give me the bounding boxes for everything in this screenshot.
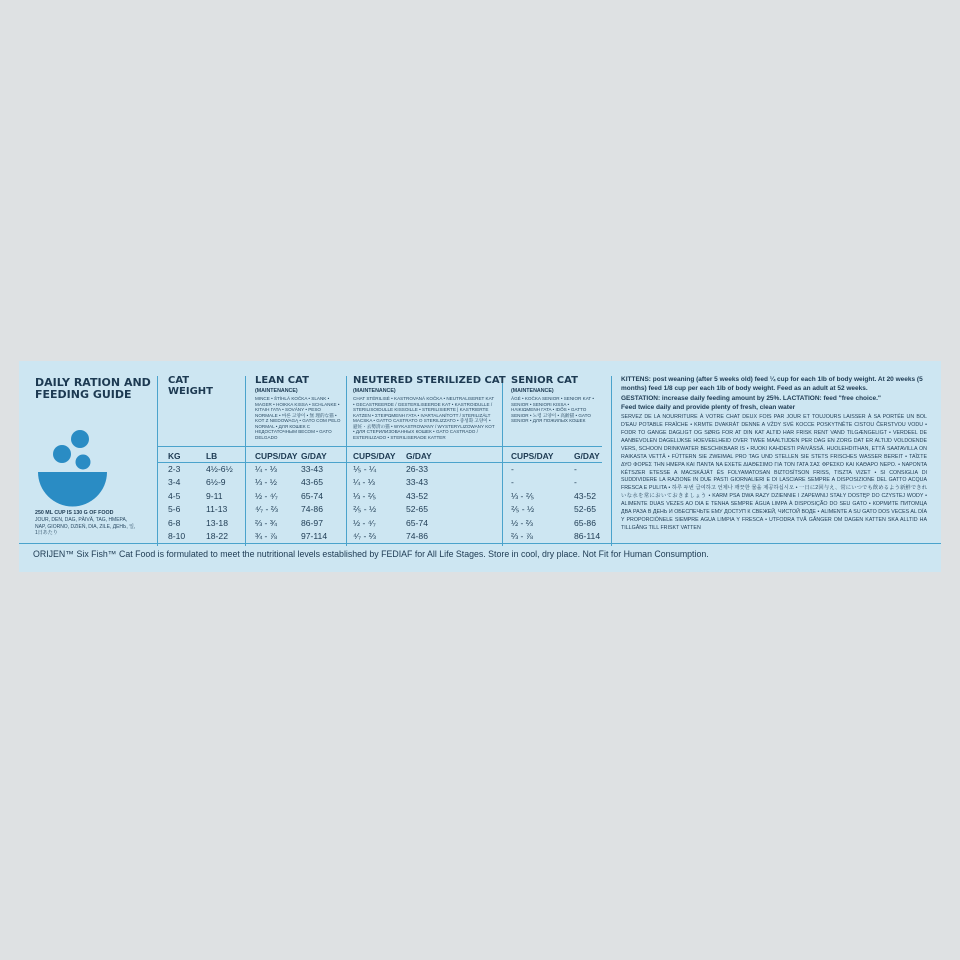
kg-column bbox=[168, 463, 185, 543]
grams-value: 33-43 bbox=[406, 477, 428, 488]
lb-value: 13-18 bbox=[206, 517, 228, 528]
lean-cat-translations: MINCE • ŠTÍHLÁ KOČKA • SLANK • MAGER • HOIKKA KISSA • SCHLANKE • ΚΙΤΑΙΗ ΓΑΤΑ • SOVÁNY • PESO NORMALE • 마른 고양이 • 無 理的な猫 • KOT Z NIEDOWAGĄ • GATO COM PELO NORMAL • ДЛЯ КОШЕК С НЕДОСТАТОЧНЫМ ВЕСОМ • GATO DELGADO bbox=[255, 396, 341, 440]
kg-label: KG bbox=[168, 451, 181, 461]
senior-grams-label: G/DAY bbox=[574, 451, 600, 461]
footer-statement: ORIJEN™ Six Fish™ Cat Food is formulated to meet the nutritional levels established by FEDIAF for All Life Stages. Store in cool, dry place. Not Fit for Human Consumption. bbox=[33, 549, 709, 559]
kg-value: 8-10 bbox=[168, 530, 186, 541]
neutered-grams-column bbox=[406, 463, 428, 543]
cups-value: - bbox=[511, 477, 514, 488]
water-note: Feed twice daily and provide plenty of fresh, clean water bbox=[621, 403, 796, 411]
senior-cat-title: SENIOR CAT bbox=[511, 375, 578, 386]
lb-label: LB bbox=[206, 451, 218, 461]
grams-value: - bbox=[574, 464, 577, 474]
grams-value: 97-114 bbox=[301, 530, 328, 541]
cups-value: ½ - ⁴⁄₇ bbox=[353, 517, 376, 528]
lb-value: 9-11 bbox=[206, 490, 223, 501]
cups-value: ⅓ - ⅖ bbox=[511, 490, 535, 501]
neutered-cat-title: NEUTERED STERILIZED CAT bbox=[353, 375, 506, 386]
multilingual-instructions: SERVEZ DE LA NOURRITURE À VOTRE CHAT DEUX FOIS PAR JOUR ET TOUJOURS LAISSER À SA PORTÉE UN BOL D'EAU POTABLE FRAÎCHE • KRMTE DVAKRÁT DENNE A VŽDY SVÉ KOCCE POSKYTNĚTE CISTOU ČERSTVOU VODU • FODR TO GANGE DAGLIGT OG SØRG FOR AT DIN KAT ALTID HAR FRISK RENT VAND TILGÆNGELIGT • VERDEEL DE AANBEVOLEN DAGELIJKSE HOEVEELHEID OVER TWEE MAALTIJDEN PER DAG EN ZORG DAT ER ALTIJD VOLDOENDE VERS, SCHOON DRINKWATER BESCHIKBAAR IS • RUOKI KAHDESTI PÄIVÄSSÄ. HUOLEHDITHAN, ETTÄ SAATAVILLA ON RAIKASTA VETTÄ • FÜTTERN SIE ZWEIMAL PRO TAG UND STELLEN SIE STETS FRISCHES WASSER BEREIT • ΤΑΪΣΤΕ ΔΥΟ ΦΟΡΕΣ ΤΗΝ ΗΜΕΡΑ ΚΑΙ ΠΑΝΤΑ ΝΑ ΕΧΕΤΕ ΔΙΑΘΕΣΙΜΟ ΓΙΑ ΤΟΝ ΓΑΤΑ ΣΑΣ ΦΡΕΣΚΟ ΚΑΙ ΚΑΘΑΡΟ ΝΕΡΟ. • NAPONTA KÉTSZER ETESSE A MACSKÁJÁT ÉS FOLYAMATOSAN BIZTOSÍTSON FRISS, TISZTA VIZET • SI CONSIGLIA DI SUDDIVIDERE LA RAZIONE IN DUE PASTI GIORNALIERI E DI LASCIARE SEMPRE A DISPOSIZIONE DEL GATTO ACQUA FRESCA E PULITA • 하루 두번 급여하고 언제나 깨끗한 물을 제공하십시오 • 一日に2回与え、常にいつでも飲めるよう新鮮できれいな水を常においておきましょう • KARM PSA DWA RAZY DZIENNIE I ZAPEWNIJ STAŁY DOSTĘP DO CZYSTEJ WODY • ALIMENTE DUAS VEZES AO DIA E TENHA SEMPRE ÁGUA LIMPA À DISPOSIÇÃO DO SEU GATO • КОРМИТЕ ПИТОМЦА ДВА РАЗА В ДЕНЬ И ОБЕСПЕЧЬТЕ ЕМУ ДОСТУП К СВЕЖЕЙ, ЧИСТОЙ ВОДЕ • ALIMENTE A SU GATO DOS VECES AL DÍA Y PROPORCIÓNELE SIEMPRE AGUA LIMPIA Y FRESCA • UTFODRA TVÅ GÅNGER OM DAGEN KATTEN SKA ALLTID HA TILLGÅNG TILL FRISKT VATTEN bbox=[621, 414, 927, 531]
cups-value: ¾ - ⅞ bbox=[255, 530, 277, 541]
lb-value: 18-22 bbox=[206, 530, 228, 541]
grams-value: 65-74 bbox=[301, 490, 323, 501]
grams-value: 43-52 bbox=[406, 490, 428, 501]
grams-value: - bbox=[574, 477, 577, 488]
cups-value: ⁴⁄₇ - ⅔ bbox=[255, 504, 278, 515]
cups-value: ⅔ - ⅞ bbox=[511, 530, 533, 541]
footer-rule bbox=[19, 543, 941, 544]
kg-value: 3-4 bbox=[168, 477, 181, 488]
grams-value: 74-86 bbox=[406, 530, 428, 541]
feeding-guide-panel bbox=[19, 361, 941, 572]
grams-value: 43-52 bbox=[574, 490, 596, 501]
lb-value: 6½-9 bbox=[206, 477, 226, 488]
cups-value: ⅓ - ½ bbox=[255, 477, 277, 488]
lb-value: 4½-6½ bbox=[206, 464, 233, 474]
grams-value: 65-86 bbox=[574, 517, 596, 528]
lb-value: 11-13 bbox=[206, 504, 228, 515]
cups-value: ⅕ - ¼ bbox=[353, 464, 377, 474]
grams-value: 65-74 bbox=[406, 517, 428, 528]
grams-value: 33-43 bbox=[301, 464, 323, 474]
cups-value: ⅖ - ½ bbox=[353, 504, 377, 515]
kg-value: 6-8 bbox=[168, 517, 181, 528]
grams-value: 86-114 bbox=[574, 530, 601, 541]
cups-value: ¼ - ⅓ bbox=[353, 477, 375, 488]
cups-value: ⅔ - ¾ bbox=[255, 517, 277, 528]
cups-value: ½ - ⅔ bbox=[511, 517, 533, 528]
grams-value: 52-65 bbox=[406, 504, 428, 515]
senior-cat-translations: ÂGÉ • KOČKA SENIOR • SENIOR KAT • SENIOR • SENIORI KISSA • ΗΛΙΚΙΩΜΕΝΗ ΓΑΤΑ • IDŐS • GATTO SENIOR • 노령 고양이 • 高齢猫 • GATO SENIOR • ДЛЯ ПОЖИЛЫХ КОШЕК bbox=[511, 396, 595, 423]
kg-value: 4-5 bbox=[168, 490, 181, 501]
gestation-note: GESTATION: increase daily feeding amount by 25%. LACTATION: feed "free choice." bbox=[621, 394, 881, 402]
senior-cat-subtitle: (MAINTENANCE) bbox=[511, 388, 554, 394]
cups-value: ⁴⁄₇ - ⅔ bbox=[353, 530, 376, 541]
cups-value: ⅓ - ⅖ bbox=[353, 490, 377, 501]
lean-grams-label: G/DAY bbox=[301, 451, 327, 461]
header-rule bbox=[157, 446, 602, 447]
column-divider bbox=[346, 376, 347, 546]
grams-value: 43-65 bbox=[301, 477, 323, 488]
feeding-notes bbox=[621, 375, 927, 533]
kg-value: 5-6 bbox=[168, 504, 181, 515]
column-divider bbox=[245, 376, 246, 546]
lean-cups-column bbox=[255, 463, 278, 543]
kittens-note: KITTENS: post weaning (after 5 weeks old) feed ¼ cup for each 1lb of body weight. At 20 weeks (5 months) feed 1/8 cup per each 1lb of body weight. Feed as an adult at 52 weeks. bbox=[621, 376, 923, 393]
column-divider bbox=[157, 376, 158, 546]
guide-title: DAILY RATION AND FEEDING GUIDE bbox=[35, 376, 151, 401]
food-bowl-icon bbox=[35, 427, 111, 509]
neutered-cat-subtitle: (MAINTENANCE) bbox=[353, 388, 396, 394]
lean-cat-subtitle: (MAINTENANCE) bbox=[255, 388, 298, 394]
neutered-grams-label: G/DAY bbox=[406, 451, 432, 461]
column-divider bbox=[502, 376, 503, 546]
cat-weight-header: CAT WEIGHT bbox=[168, 375, 213, 397]
lb-column bbox=[206, 463, 233, 543]
neutered-cups-column bbox=[353, 463, 376, 543]
grams-value: 86-97 bbox=[301, 517, 323, 528]
neutered-cups-label: CUPS/DAY bbox=[353, 451, 396, 461]
senior-cups-label: CUPS/DAY bbox=[511, 451, 554, 461]
grams-value: 52-65 bbox=[574, 504, 596, 515]
cups-value: - bbox=[511, 464, 514, 474]
lean-cups-label: CUPS/DAY bbox=[255, 451, 298, 461]
cups-value: ½ - ⁴⁄₇ bbox=[255, 490, 278, 501]
grams-value: 74-86 bbox=[301, 504, 323, 515]
kg-value: 2-3 bbox=[168, 464, 181, 474]
grams-value: 26-33 bbox=[406, 464, 428, 474]
lean-cat-title: LEAN CAT bbox=[255, 375, 309, 386]
lean-grams-column bbox=[301, 463, 327, 543]
column-divider bbox=[611, 376, 612, 546]
cup-note: 250 ML CUP IS 130 G OF FOOD bbox=[35, 510, 114, 516]
cup-translations: JOUR, DEN, DAG, PÄIVÄ, TAG, HMEPA, NAP, GIORNO, DZIEŃ, DIA, ZILE, ДЕНЬ, 일, 1日あたり bbox=[35, 517, 136, 536]
cups-value: ¼ - ⅓ bbox=[255, 464, 277, 474]
senior-cups-column bbox=[511, 463, 534, 543]
neutered-cat-translations: CHAT STÉRILISÉ • KASTROVANÁ KOČKA • NEUTRALISERET KAT • GECASTREERDE / GESTERILISEERDE KAT • KASTROIDULLE / STERILISOIDULLE KISSOILLE • STERILISIERTE | KASTRIERTE KATZEN • ΣΤΕΙΡΩΜΕΝΗ ΓΑΤΑ • IVARTALANÍTOTT / STERILIZÁLT MACSKA • GATTO CASTRATO O STERILIZZATO • 중성화 고양이 • 避妊・去勢済の猫 • WYKASTROWANY / WYSTERYLIZOWANY KOT • ДЛЯ СТЕРИЛИЗОВАННЫХ КОШЕК • GATO CASTRADO / ESTERILIZADO • STERILISERADE KATTER bbox=[353, 396, 495, 440]
cups-value: ⅖ - ½ bbox=[511, 504, 535, 515]
senior-grams-column bbox=[574, 463, 600, 543]
